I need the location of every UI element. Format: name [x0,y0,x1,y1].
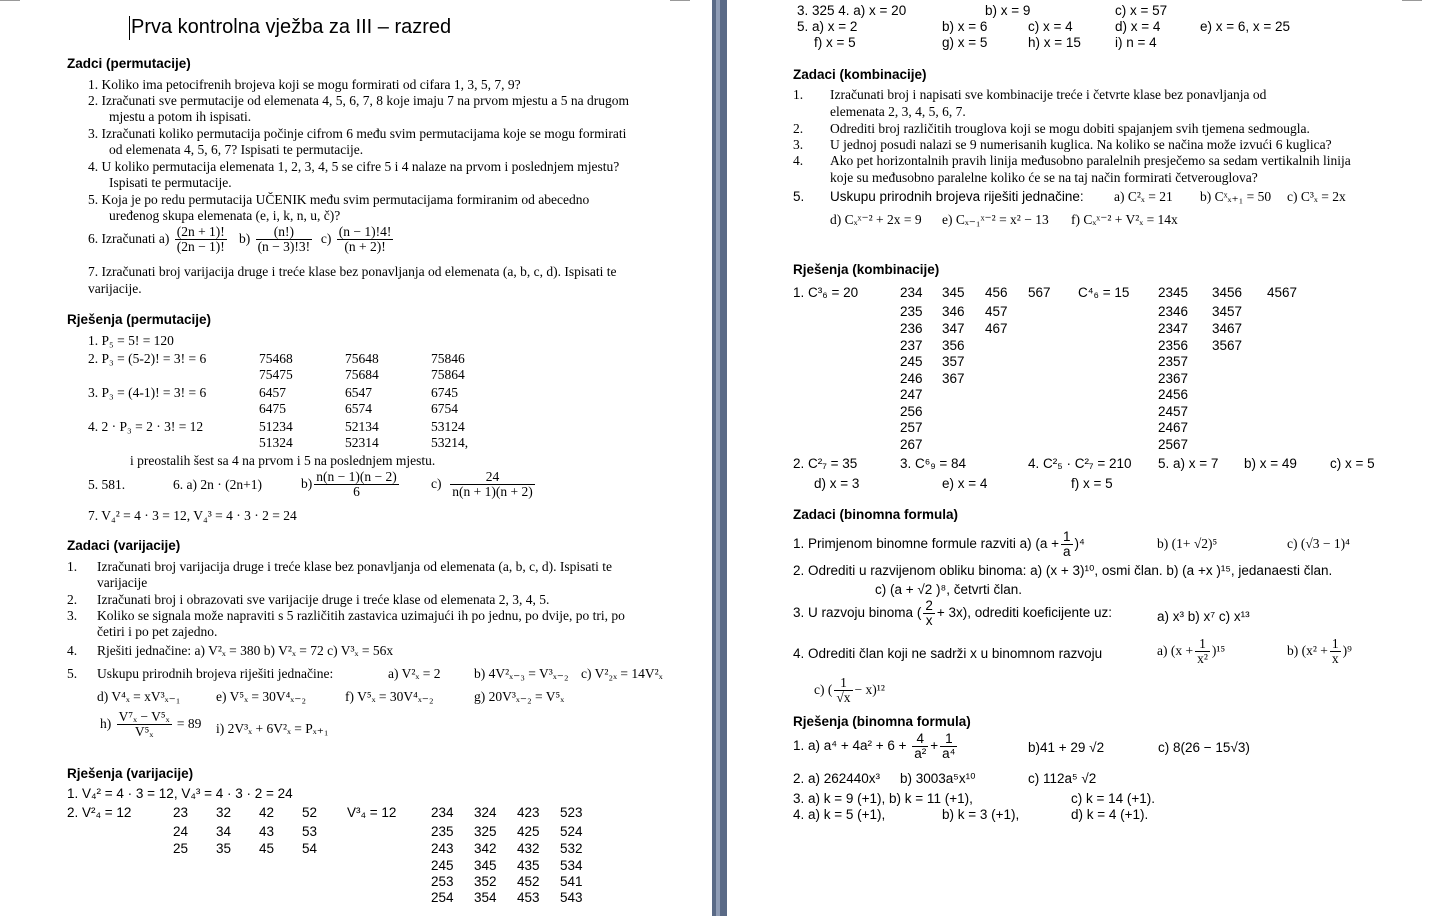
solution-line: 4. C²₅ · C²₇ = 210 [1028,456,1132,471]
permutation-value: 75648 [345,351,379,366]
perm-item-7: 7. Izračunati broj varijacija druge i treće klase bez ponavljanja od elemenata (a, b, c, d). Ispisati te [88,264,617,279]
numerator: V⁷ₓ − V⁵ₓ [118,709,170,724]
fraction [175,225,227,254]
solution-line: b) x = 49 [1244,456,1297,471]
binomial-item-3 [793,599,1112,628]
equation: e) Cₓ₋₁ˣ⁻² = x² − 13 [942,212,1049,227]
perm6-lead: 6. Izračunati a) [88,230,170,246]
equation: c) C³ₓ = 2x [1287,189,1346,204]
solution-note: i preostalih šest sa 4 na prvom i 5 na poslednjem mjestu. [130,453,436,468]
heading-var-solutions: Rješenja (varijacije) [67,766,194,781]
variation-value: 432 [517,841,540,856]
combination-item: elemenata 2, 3, 4, 5, 6, 7. [830,104,966,119]
equation: a) C²ₓ = 21 [1114,189,1173,204]
numerator: 1 [834,676,852,691]
equation: f) V⁵ₓ = 30V⁴ₓ₋₂ [345,689,434,704]
permutation-value: 6574 [345,401,372,416]
solution-line: 1. C³₆ = 20 [793,285,859,300]
solution-line: b)41 + 29 √2 [1028,740,1105,755]
solution-line: 3. C⁶₉ = 84 [900,456,967,471]
solution-line: b) k = 3 (+1), [942,807,1020,822]
binomial-options: a) x³ b) x⁷ c) x¹³ [1157,609,1250,624]
permutation-value: 6475 [259,401,286,416]
item-number: 1. [67,559,78,574]
solution-line: 3. a) k = 9 (+1), b) k = 11 (+1), [793,791,973,806]
solution-line: b) x = 9 [985,3,1031,18]
perm-item: Ispisati te permutacije. [109,175,232,190]
solution-line: g) x = 5 [942,35,988,50]
label: c) [431,475,442,491]
combination-value: 2346 [1158,304,1189,319]
combination-value: 356 [942,338,965,353]
combination-value: 357 [942,354,965,369]
variation-item: četiri i po pet zajedno. [97,624,218,639]
text-cursor [129,16,130,40]
combination-value: 2367 [1158,371,1189,386]
solution-line: 4. 2 · P₃ = 2 · 3! = 12 [88,419,204,434]
solution-line: 3. 325 4. a) x = 20 [797,3,907,18]
item-number: 3. [793,137,804,152]
variation-value: 54 [302,841,318,856]
numerator: (n − 1)!4! [338,224,392,239]
variation-value: 523 [560,805,583,820]
solution-line: c) x = 4 [1028,19,1073,34]
heading-perm-solutions: Rješenja (permutacije) [67,312,212,327]
numerator: n(n − 1)(n − 2) [316,469,397,484]
combination-value: 2357 [1158,354,1189,369]
variation-value: 254 [431,890,454,905]
solution-line: C⁴₆ = 15 [1078,285,1130,300]
combination-value: 3457 [1212,304,1243,319]
text: (a + [1035,536,1059,552]
label: b) [301,475,313,491]
combination-value: 347 [942,321,965,336]
binomial-4c [814,676,885,705]
solution-fraction-c [431,470,537,499]
solution-line: 4. a) k = 5 (+1), [793,807,886,822]
combination-item: Odrediti broj različitih trouglova koji se mogu dobiti spajanjem svih tjemena sedmougla. [830,121,1310,136]
permutation-value: 53124 [431,419,465,434]
denominator: x² [1197,651,1208,667]
text: )⁴ [1074,536,1085,552]
perm-item: uređenog skupa elemenata (e, i, k, n, u, č)? [109,208,341,223]
permutation-value: 51324 [259,435,293,450]
item-number: 1. [793,87,804,102]
equation: f) Cₓˣ⁻² + V²ₓ = 14x [1071,212,1178,227]
binomial-item-2: c) (a + √2 )⁸, četvrti član. [875,582,1023,597]
variation-value: 532 [560,841,583,856]
page-gutter-highlight [716,0,720,916]
combination-value: 245 [900,354,923,369]
variation-value: 354 [474,890,497,905]
solution-line: 7. V₄² = 4 · 3 = 12, V₄³ = 4 · 3 · 2 = 24 [88,508,297,523]
fraction [834,676,852,705]
text: a) (x + [1157,642,1194,658]
fraction [337,225,394,254]
perm-item-6 [88,225,395,254]
equation: b) Cˣₓ₊₁ = 50 [1200,189,1272,204]
text: b) (x² + [1287,642,1328,658]
equation: d) V⁴ₓ = xV³ₓ₋₁ [97,689,181,704]
denominator: a² [914,746,927,762]
combination-value: 2467 [1158,420,1189,435]
combination-value: 345 [942,285,965,300]
text: ( [916,605,922,621]
permutation-value: 6547 [345,385,372,400]
heading-variations: Zadaci (varijacije) [67,538,181,553]
solution-line: d) x = 4 [1115,19,1161,34]
denominator: x [925,613,933,629]
numerator: 1 [940,732,957,747]
text: 1. Primjenom binomne formule razviti a) [793,536,1032,552]
solution-line: 1. V₄² = 4 · 3 = 12, V₄³ = 4 · 3 · 2 = 24 [67,786,293,801]
solution-line: c) k = 14 (+1). [1071,791,1156,806]
text: 1. a) a⁴ + 4a² + 6 + [793,738,907,754]
solution-line: 5. a) x = 2 [797,19,858,34]
permutation-value: 75864 [431,367,465,382]
equation: c) V²₂ₓ = 14V²ₓ [581,666,663,681]
combination-value: 567 [1028,285,1051,300]
text: + 3x) [936,605,968,621]
denominator: a [1063,544,1071,560]
perm-item: 2. Izračunati sve permutacije od elemenata 4, 5, 6, 7, 8 koje imaju 7 na prvom mjestu a 5 na drugom [88,93,629,108]
item-number: 2. [67,592,78,607]
variation-value: 325 [474,824,497,839]
combination-value: 236 [900,321,923,336]
binomial-item-1 [793,530,1085,559]
permutation-value: 75684 [345,367,379,382]
solution-line: 6. a) 2n · (2n+1) [173,477,262,492]
variation-value: 534 [560,858,583,873]
solution-line: e) x = 6, x = 25 [1200,19,1291,34]
variation-value: 345 [474,858,497,873]
denominator: (n − 3)!3! [257,239,311,255]
binomial-4a [1157,637,1225,666]
numerator: 1 [1195,637,1210,652]
text: )¹⁵ [1211,642,1226,658]
equation: e) V⁵ₓ = 30V⁴ₓ₋₂ [216,689,307,704]
combination-value: 346 [942,304,965,319]
solution-line: 2. P₃ = (5-2)! = 3! = 6 [88,351,207,366]
combination-value: 2567 [1158,437,1189,452]
solution-line: 2. a) 262440x³ [793,771,881,786]
variation-value: 34 [216,824,232,839]
variation-value: 45 [259,841,275,856]
combination-value: 3456 [1212,285,1243,300]
variation-value: 324 [474,805,497,820]
fraction [940,732,957,761]
solution-fraction-b [301,470,401,499]
combination-item: Izračunati broj i napisati sve kombinacije treće i četvrte klase bez ponavljanja od [830,87,1267,102]
perm6-b: b) [238,230,251,246]
solution-line: i) n = 4 [1115,35,1157,50]
permutation-value: 6754 [431,401,458,416]
fraction [314,470,398,499]
fraction [450,470,534,499]
fraction [117,710,172,739]
fraction [256,225,313,254]
numerator: 1 [1063,529,1071,544]
variation-value: 52 [302,805,318,820]
variation-value: 243 [431,841,454,856]
fraction [923,599,935,628]
page-corner-mark [0,0,20,1]
item-number: 2. [793,121,804,136]
combination-item: koje su međusobno paralelne koliko će se na taj način formirati četverouglova? [830,170,1258,185]
perm-item-7: varijacije. [88,281,142,296]
variation-value: 23 [173,805,189,820]
page-title: Prva kontrolna vježba za III – razred [131,16,452,38]
fraction [1195,637,1210,666]
equation: b) 4V²ₓ₋₃ = V³ₓ₋₂ [474,666,569,681]
label: h) [100,715,112,731]
solution-line: 5. 581. [88,477,126,492]
item-number: 4. [67,643,78,658]
combination-value: 2356 [1158,338,1189,353]
solution-line: h) x = 15 [1028,35,1081,50]
text: )⁹ [1342,642,1352,658]
denominator: n(n + 1)(n + 2) [452,484,533,500]
permutation-value: 75468 [259,351,293,366]
variation-item: varijacije [97,575,148,590]
numerator: 24 [450,470,534,485]
combination-item: Ako pet horizontalnih pravih linija međusobno paralelnih presječemo sa sedam vertikalnih linija [830,153,1351,168]
solution-line: e) x = 4 [942,476,988,491]
perm-item: od elemenata 4, 5, 6, 7? Ispisati te permutacije. [109,142,364,157]
variation-value: 423 [517,805,540,820]
combination-value: 456 [985,285,1008,300]
numerator: (2n + 1)! [176,224,225,239]
denominator: x [1331,651,1339,667]
fraction [912,732,928,761]
item-number: 5. [793,189,805,204]
solution-line: 2. C²₇ = 35 [793,456,858,471]
perm-item: 4. U koliko permutacija elemenata 1, 2, 3, 4, 5 se cifre 5 i 4 nalaze na prvom i poslednjem mjestu? [88,159,620,174]
numerator: 4 [912,732,928,747]
combination-value: 367 [942,371,965,386]
variation-value: 541 [560,874,583,889]
solution-line: 1. P₅ = 5! = 120 [88,333,174,348]
numerator: (n!) [256,225,313,240]
variation-value: 245 [431,858,454,873]
item-number: 5. [67,666,78,681]
combination-item: U jednoj posudi nalazi se 9 numerisanih kuglica. Na koliko se načina može izvući 6 kuglica? [830,137,1332,152]
combination-value: 4567 [1267,285,1298,300]
perm-item: mjestu a potom ih ispisati. [109,109,252,124]
text: , odrediti koeficijente uz: [967,605,1113,621]
permutation-value: 6457 [259,385,286,400]
combination-value: 267 [900,437,923,452]
combination-value: 2345 [1158,285,1189,300]
equation-h [100,710,201,739]
variation-value: 35 [216,841,232,856]
solution-line: d) x = 3 [814,476,860,491]
combination-value: 247 [900,387,923,402]
denominator: a⁴ [942,746,956,762]
permutation-value: 52134 [345,419,379,434]
combination-value: 2456 [1158,387,1189,402]
solution-line: c) 112a⁵ √2 [1028,771,1097,786]
permutation-value: 51234 [259,419,293,434]
solution-line: f) x = 5 [814,35,856,50]
solution-line: 5. a) x = 7 [1158,456,1219,471]
combination-value: 246 [900,371,923,386]
combination-value: 257 [900,420,923,435]
fraction [1330,637,1341,666]
variation-value: 42 [259,805,275,820]
page-corner-mark [670,0,690,1]
fraction [1061,530,1073,559]
combination-value: 2347 [1158,321,1189,336]
equation: c) (√3 − 1)⁴ [1287,536,1350,551]
permutation-value: 75475 [259,367,293,382]
variation-item: Uskupu prirodnih brojeva riješiti jednačine: [97,666,334,681]
perm-item: 5. Koja je po redu permutacija UČENIK među svim permutacijama formiranim od abecedno [88,192,590,207]
equation: g) 20V³ₓ₋₂ = V⁵ₓ [474,689,565,704]
item-number: 4. [793,153,804,168]
variation-value: 352 [474,874,497,889]
variation-value: 32 [216,805,232,820]
equation: d) Cₓˣ⁻² + 2x = 9 [830,212,922,227]
text: + [930,738,939,754]
variation-value: 253 [431,874,454,889]
denominator: (2n − 1)! [176,239,225,255]
binomial-item-4: 4. Odrediti član koji ne sadrži x u binomnom razvoju [793,646,1103,661]
variation-value: 452 [517,874,540,889]
solution-line: c) x = 57 [1115,3,1168,18]
variation-value: 53 [302,824,318,839]
binomial-4b [1287,637,1352,666]
variation-value: 543 [560,890,583,905]
combination-value: 3567 [1212,338,1243,353]
permutation-value: 53214, [431,435,469,450]
combination-value: 3467 [1212,321,1243,336]
page-corner-mark [1402,0,1422,1]
variation-value: 43 [259,824,275,839]
solution-line: V³₄ = 12 [347,805,397,820]
solution-line: 3. P₃ = (4-1)! = 3! = 6 [88,385,207,400]
variation-value: 435 [517,858,540,873]
numerator: 2 [925,598,933,613]
solution-line: b) 3003a⁵x¹⁰ [900,771,976,786]
text: 3. U razvoju binoma [793,605,914,621]
denominator: (n + 2)! [344,239,386,255]
equation: a) V²ₓ = 2 [388,666,441,681]
value: = 89 [176,715,202,731]
permutation-value: 6745 [431,385,458,400]
variation-value: 524 [560,824,583,839]
solution-line: f) x = 5 [1071,476,1113,491]
combination-value: 2457 [1158,404,1189,419]
variation-value: 25 [173,841,189,856]
solution-line: 2. V²₄ = 12 [67,805,132,820]
variation-value: 453 [517,890,540,905]
text: c) ( [814,681,833,697]
variation-value: 24 [173,824,189,839]
combination-value: 256 [900,404,923,419]
variation-item: Izračunati broj i obrazovati sve varijacije druge i treće klase od elemenata 2, 3, 4, 5. [97,592,550,607]
heading-permutations: Zadci (permutacije) [67,56,191,71]
denominator: V⁵ₓ [134,724,154,740]
variation-value: 342 [474,841,497,856]
numerator: 1 [1331,636,1339,651]
document-page-right [727,0,1438,916]
denominator: √x [836,690,851,706]
variation-value: 234 [431,805,454,820]
perm-item: 3. Izračunati koliko permutacija počinje cifrom 6 među svim permutacijama koje se mogu formirati [88,126,627,141]
heading-binomial-solutions: Rješenja (binomna formula) [793,714,971,729]
item-number: 3. [67,608,78,623]
solution-line: d) k = 4 (+1). [1071,807,1149,822]
combination-value: 234 [900,285,923,300]
solution-line: b) x = 6 [942,19,988,34]
binomial-solution-1 [793,732,959,761]
heading-combinations: Zadaci (kombinacije) [793,67,927,82]
variation-value: 235 [431,824,454,839]
variation-value: 425 [517,824,540,839]
solution-line: c) 8(26 − 15√3) [1158,740,1250,755]
heading-comb-solutions: Rješenja (kombinacije) [793,262,940,277]
variation-item: Koliko se signala može napraviti s 5 različitih zastavica uzimajući ih po jednu, po dvije, po tri, po [97,608,625,623]
permutation-value: 52314 [345,435,379,450]
text: − x)¹² [854,681,885,697]
combination-value: 457 [985,304,1008,319]
variation-item: Rješiti jednačine: a) V²ₓ = 380 b) V²ₓ = 72 c) V³ₓ = 56x [97,643,394,658]
equation: i) 2V³ₓ + 6V²ₓ = Pₓ₊₁ [216,721,329,736]
heading-binomial: Zadaci (binomna formula) [793,507,959,522]
equation: b) (1+ √2)⁵ [1157,536,1218,551]
variation-item: Izračunati broj varijacija druge i treće klase bez ponavljanja od elemenata (a, b, c, d). Ispisati te [97,559,613,574]
permutation-value: 75846 [431,351,465,366]
combination-value: 235 [900,304,923,319]
combination-item: Uskupu prirodnih brojeva riješiti jednačine: [830,189,1084,204]
perm-item: 1. Koliko ima petocifrenih brojeva koji se mogu formirati od cifara 1, 3, 5, 7, 9? [88,77,521,92]
binomial-item-2: 2. Odrediti u razvijenom obliku binoma: a) (x + 3)¹⁰, osmi član. b) (a +x )¹⁵, jedanaesti član. [793,563,1333,578]
combination-value: 237 [900,338,923,353]
document-page-left [0,0,712,916]
combination-value: 467 [985,321,1008,336]
solution-line: c) x = 5 [1330,456,1375,471]
denominator: 6 [353,484,360,500]
perm6-c: c) [320,230,332,246]
